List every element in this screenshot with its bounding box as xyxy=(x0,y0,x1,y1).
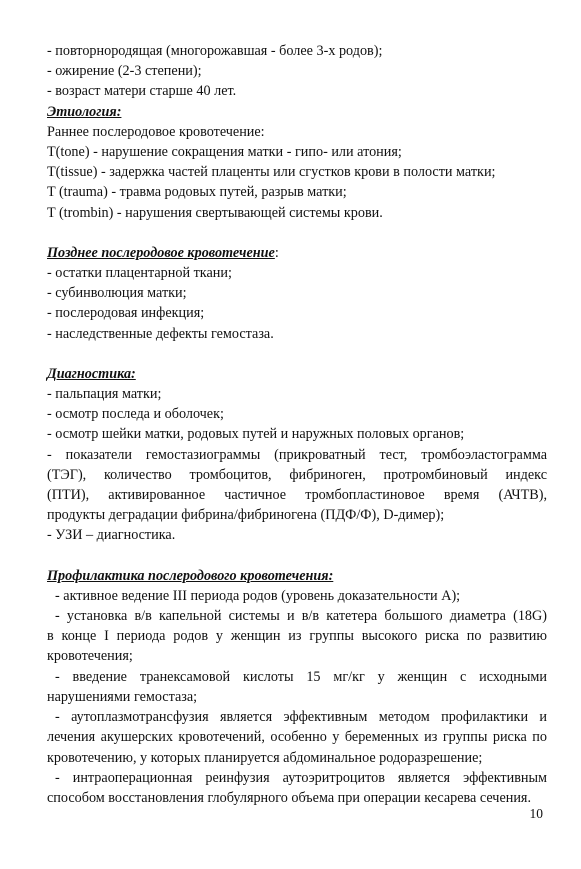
prevention-line: - интраоперационная реинфузия аутоэритроцитов является эффективным xyxy=(55,769,547,786)
page-content xyxy=(47,41,547,808)
spacer xyxy=(47,344,547,364)
diagnostics-item: - пальпация матки; xyxy=(47,386,162,403)
diagnostics-heading: Диагностика: xyxy=(47,365,136,382)
late-item: - наследственные дефекты гемостаза. xyxy=(47,325,274,342)
diagnostics-item: - УЗИ – диагностика. xyxy=(47,527,176,544)
diagnostics-long-line: - показатели гемостазиограммы (прикроватный тест, тромбоэластограмма xyxy=(47,446,547,463)
prevention-line: кровотечения; xyxy=(47,648,133,665)
late-heading: Позднее послеродовое кровотечение: xyxy=(47,244,279,261)
prevention-line: лечения акушерских кровотечений, особенно у беременных из группы риска по xyxy=(47,729,547,746)
risk-item: - возраст матери старше 40 лет. xyxy=(47,83,237,100)
prevention-line: - введение транексамовой кислоты 15 мг/кг у женщин с исходными xyxy=(55,668,547,685)
etiology-item: T(tone) - нарушение сокращения матки - гипо- или атония; xyxy=(47,144,402,161)
late-item: - субинволюция матки; xyxy=(47,285,187,302)
prevention-line: нарушениями гемостаза; xyxy=(47,688,198,705)
late-item: - остатки плацентарной ткани; xyxy=(47,265,232,282)
late-item: - послеродовая инфекция; xyxy=(47,305,205,322)
diagnostics-long-line: (ТЭГ), количество тромбоцитов, фибриноген, протромбиновый индекс xyxy=(47,466,547,483)
prevention-line: - активное ведение III периода родов (уровень доказательности А); xyxy=(55,587,461,604)
diagnostics-item: - осмотр шейки матки, родовых путей и наружных половых органов; xyxy=(47,426,465,443)
diagnostics-long-line: (ПТИ), активированное частичное тромбопластиновое время (АЧТВ), xyxy=(47,487,547,504)
risk-item: - повторнородящая (многорожавшая - более 3-х родов); xyxy=(47,43,383,59)
prevention-line: - аутоплазмотрансфузия является эффективным методом профилактики и xyxy=(55,709,547,726)
risk-item: - ожирение (2-3 степени); xyxy=(47,63,202,80)
prevention-heading: Профилактика послеродового кровотечения: xyxy=(47,567,334,584)
diagnostics-long-line: продукты деградации фибрина/фибриногена (ПДФ/Ф), D-димер); xyxy=(47,507,445,524)
prevention-line: в конце I периода родов у женщин из группы высокого риска по развитию xyxy=(47,628,547,645)
spacer xyxy=(47,223,547,243)
diagnostics-item: - осмотр последа и оболочек; xyxy=(47,406,224,423)
prevention-line: способом восстановления глобулярного объема при операции кесарева сечения. xyxy=(47,789,532,806)
etiology-item: T (trombin) - нарушения свертывающей системы крови. xyxy=(47,204,383,221)
spacer xyxy=(47,546,547,566)
etiology-item: T (trauma) - травма родовых путей, разрыв матки; xyxy=(47,184,347,201)
page-number: 10 xyxy=(529,806,543,821)
etiology-heading: Этиология: xyxy=(47,103,122,120)
prevention-line: кровотечению, у которых планируется абдоминальное родоразрешение; xyxy=(47,749,483,766)
etiology-item: T(tissue) - задержка частей плаценты или сгустков крови в полости матки; xyxy=(47,164,496,181)
etiology-subheading: Раннее послеродовое кровотечение: xyxy=(47,123,265,140)
prevention-line: - установка в/в капельной системы и в/в катетера большого диаметра (18G) xyxy=(55,608,547,625)
